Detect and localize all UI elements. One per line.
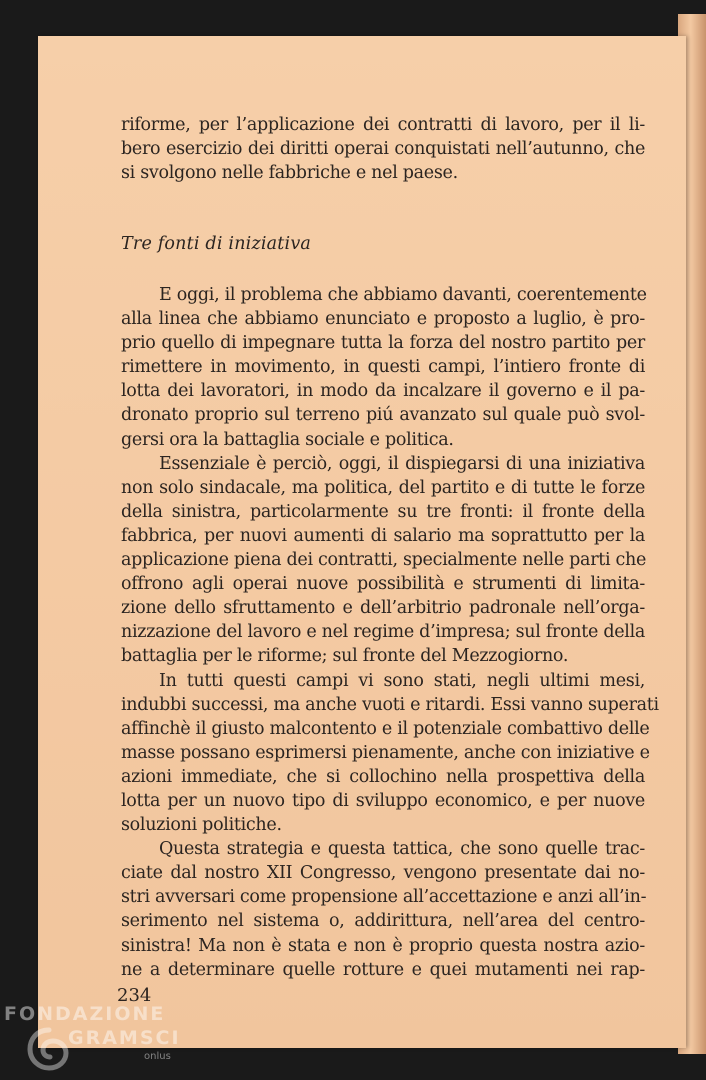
text-line: Essenziale è perciò, oggi, il dispiegarsi di una iniziativa: [159, 453, 645, 474]
text-line: riforme, per l’applicazione dei contratti di lavoro, per il li-: [121, 115, 645, 135]
text-line: indubbi successi, ma anche vuoti e ritardi. Essi vanno superati: [121, 694, 659, 715]
text-line: della sinistra, particolarmente su tre fronti: il fronte della: [121, 501, 645, 522]
text-line: ciate dal nostro XII Congresso, vengono presentate dai no-: [121, 863, 645, 884]
watermark-onlus: onlus: [144, 1051, 171, 1062]
text-line: Questa strategia e questa tattica, che sono quelle trac-: [159, 839, 645, 860]
text-line: offrono agli operai nuove possibilità e strumenti di limita-: [121, 574, 645, 595]
text-line: non solo sindacale, ma politica, del partito e di tutte le forze: [121, 477, 645, 498]
text-line: battaglia per le riforme; sul fronte del Mezzogiorno.: [121, 646, 569, 667]
text-line: alla linea che abbiamo enunciato e proposto a luglio, è pro-: [121, 309, 645, 330]
text-line: ne a determinare quelle rotture e quei mutamenti nei rap-: [121, 959, 645, 980]
watermark-title: FONDAZIONE: [4, 1003, 166, 1025]
text-line: bero esercizio dei diritti operai conquistati nell’autunno, che: [121, 139, 645, 160]
text-line: sinistra! Ma non è stata e non è proprio questa nostra azio-: [121, 935, 645, 956]
text-line: lotta per un nuovo tipo di sviluppo economico, e per nuove: [121, 790, 645, 811]
text-line: si svolgono nelle fabbriche e nel paese.: [121, 163, 458, 184]
text-line: stri avversari come propensione all’accettazione e anzi all’in-: [121, 887, 647, 908]
text-line: gersi ora la battaglia sociale e politica.: [121, 429, 454, 450]
text-line: serimento nel sistema o, addirittura, nell’area del centro-: [121, 911, 645, 932]
text-line: azioni immediate, che si collochino nella prospettiva della: [121, 766, 645, 787]
text-line: masse possano esprimersi pienamente, anche con iniziative e: [121, 742, 650, 763]
text-line: In tutti questi campi vi sono stati, negli ultimi mesi,: [159, 670, 645, 691]
section-heading: Tre fonti di iniziativa: [121, 234, 312, 254]
text-line: dronato proprio sul terreno piú avanzato sul quale può svol-: [121, 405, 645, 426]
top-paragraph: [121, 113, 645, 185]
body-text: [121, 283, 659, 982]
text-line: soluzioni politiche.: [121, 815, 282, 836]
text-line: prio quello di impegnare tutta la forza del nostro partito per: [121, 333, 645, 354]
page-number: 234: [117, 985, 152, 1006]
text-line: fabbrica, per nuovi aumenti di salario ma soprattutto per la: [121, 525, 645, 546]
text-line: zione dello sfruttamento e dell’arbitrio padronale nell’orga-: [121, 598, 645, 619]
text-line: nizzazione del lavoro e nel regime d’impresa; sul fronte della: [121, 622, 646, 643]
text-line: rimettere in movimento, in questi campi, l’intiero fronte di: [121, 357, 645, 378]
text-line: applicazione piena dei contratti, specialmente nelle parti che: [121, 550, 647, 571]
text-line: E oggi, il problema che abbiamo davanti, coerentemente: [159, 285, 647, 305]
watermark-subtitle: GRAMSCI: [68, 1027, 181, 1049]
text-line: affinchè il giusto malcontento e il potenziale combattivo delle: [121, 718, 650, 739]
text-line: lotta dei lavoratori, in modo da incalzare il governo e il pa-: [121, 381, 645, 402]
